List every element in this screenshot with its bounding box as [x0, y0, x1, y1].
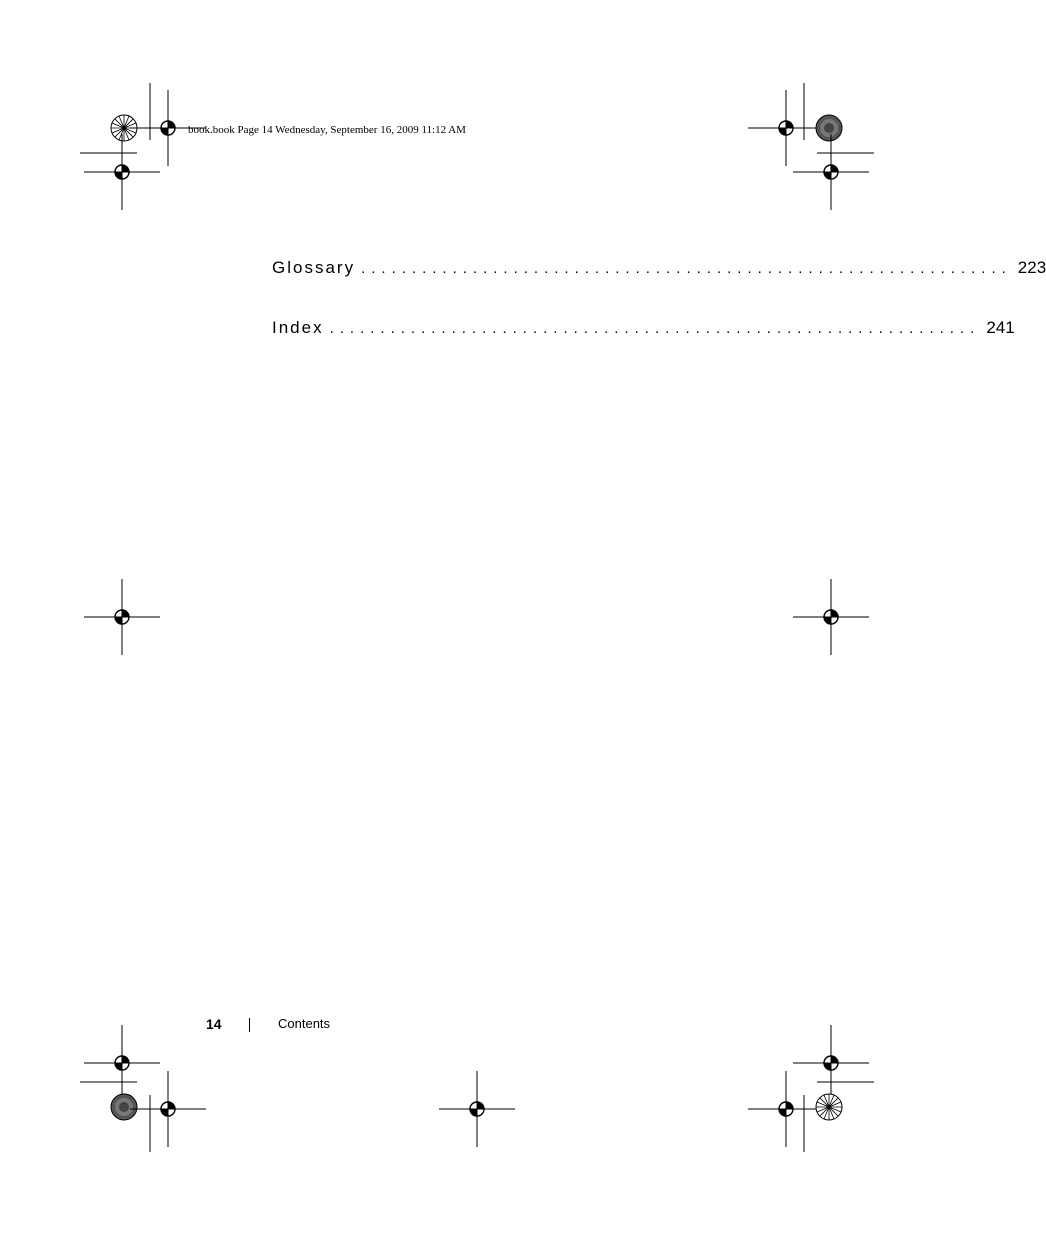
starburst-printer-mark-icon: [111, 1094, 137, 1120]
starburst-printer-mark-icon: [816, 1094, 842, 1120]
crosshair-registration-icon: [130, 1071, 206, 1147]
crosshair-registration-icon: [793, 1025, 869, 1101]
footer-section-label: Contents: [278, 1016, 331, 1031]
toc-entry-index[interactable]: [272, 318, 1015, 338]
dot-leader: ................................................................: [361, 260, 1012, 277]
toc-entry-title: Index: [272, 318, 324, 337]
toc-entry-page: 241: [986, 318, 1015, 337]
print-slug-header: book.book Page 14 Wednesday, September 16, 2009 11:12 AM: [188, 124, 466, 136]
crosshair-registration-icon: [793, 579, 869, 655]
footer-divider: [249, 1018, 250, 1032]
crosshair-registration-icon: [793, 134, 869, 210]
starburst-printer-mark-icon: [816, 115, 842, 141]
dot-leader: ................................................................: [329, 320, 981, 337]
crosshair-registration-icon: [84, 579, 160, 655]
page-number: 14: [206, 1016, 222, 1032]
toc-entry-page: 223: [1017, 258, 1046, 277]
crosshair-registration-icon: [84, 1025, 160, 1101]
crosshair-registration-icon: [748, 1071, 824, 1147]
crosshair-registration-icon: [748, 90, 824, 166]
toc-entry-glossary[interactable]: [272, 258, 1046, 278]
toc-entry-title: Glossary: [272, 258, 356, 277]
crosshair-registration-icon: [84, 134, 160, 210]
crosshair-registration-icon: [439, 1071, 515, 1147]
